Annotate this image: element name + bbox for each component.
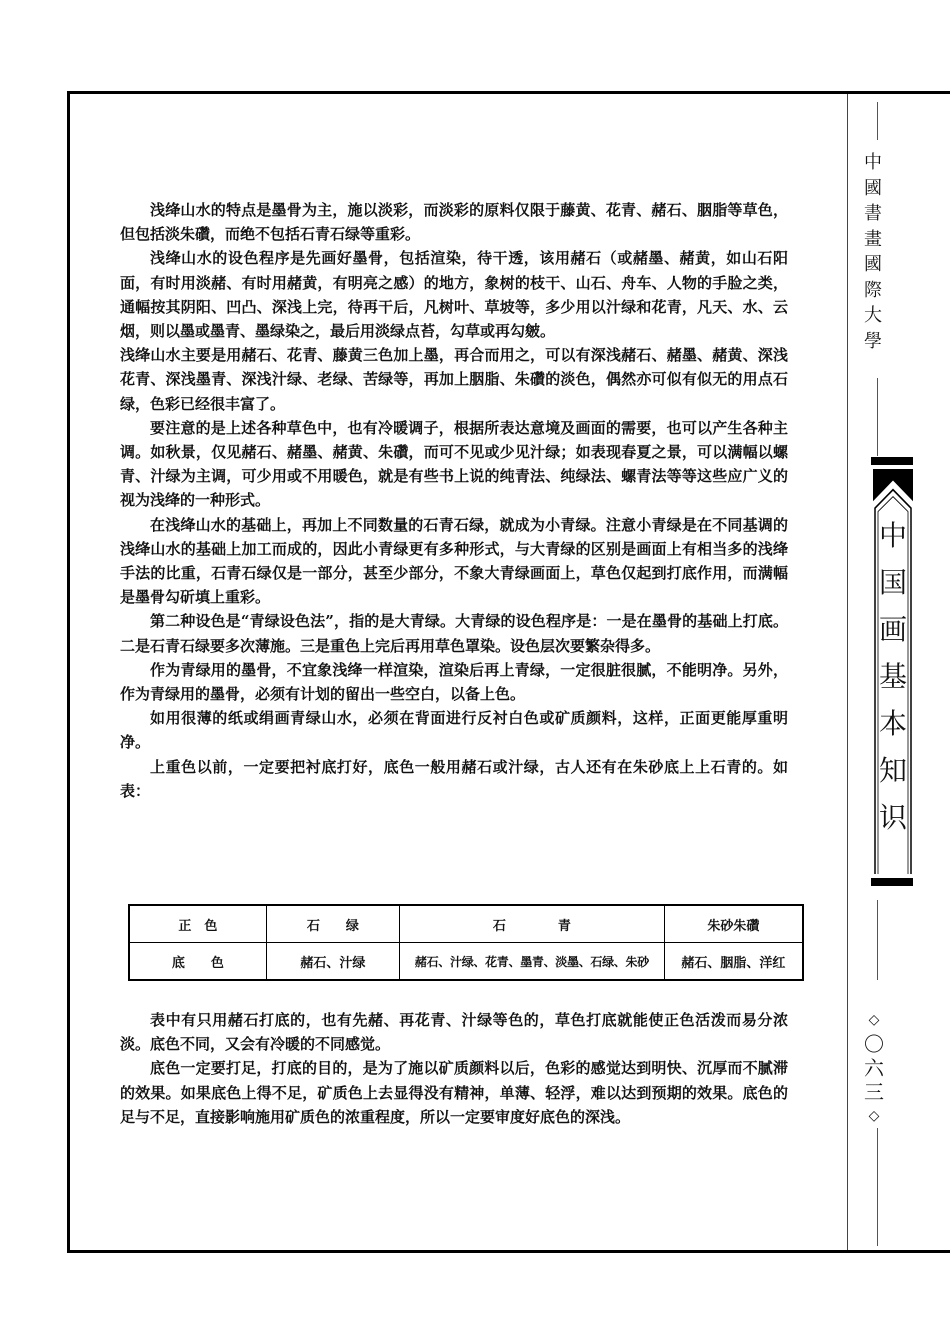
series-char: 大 <box>864 305 882 326</box>
diamond-icon: ◇ <box>868 1012 880 1028</box>
title-char: 知 <box>878 754 907 787</box>
sidebar-line <box>877 1128 878 1246</box>
color-table <box>128 904 804 981</box>
paragraph: 浅绛山水的特点是墨骨为主，施以淡彩，而淡彩的原料仅限于藤黄、花青、赭石、胭脂等草色，但包括淡朱礸，而绝不包括石青石绿等重彩。 <box>120 201 788 244</box>
title-bar-bottom <box>871 878 913 886</box>
diamond-icon: ◇ <box>868 1108 880 1124</box>
series-char: 畫 <box>864 228 882 250</box>
main-text <box>120 198 788 803</box>
title-char: 画 <box>878 613 907 646</box>
paragraph: 表中有只用赭石打底的，也有先赭、再花青、汁绿等色的，草色打底就能使正色活泼而易分浓淡。底色不同，又会有冷暖的不同感觉。 <box>120 1011 788 1054</box>
series-char: 書 <box>864 203 882 224</box>
series-title <box>856 150 890 354</box>
table-cell: 正 色 <box>129 905 266 943</box>
after-table-text <box>120 1008 788 1129</box>
table-cell: 赭石、胭脂、洋红 <box>664 943 803 981</box>
title-char: 识 <box>878 801 907 834</box>
paragraph: 在浅绛山水的基础上，再加上不同数量的石青石绿，就成为小青绿。注意小青绿是在不同基调的浅绛山水的基础上加工而成的，因此小青绿更有多种形式，与大青绿的区别是画面上有相当多的浅绛手法的比重，石青石绿仅是一部分，甚至少部分，不象大青绿画面上，草色仅起到打底作用，而满幅是墨骨勾斫填上重彩。 <box>120 515 788 607</box>
series-char: 國 <box>864 177 882 199</box>
sidebar-divider <box>847 94 848 1250</box>
title-char: 国 <box>878 566 907 599</box>
sidebar-line <box>877 900 878 980</box>
title-char: 中 <box>878 519 907 552</box>
paragraph: 上重色以前，一定要把衬底打好，底色一般用赭石或汁绿，古人还有在朱砂底上上石青的。如表： <box>120 757 788 800</box>
series-char: 中 <box>864 152 882 173</box>
table-cell: 赭石、汁绿 <box>266 943 399 981</box>
title-bar-top <box>871 457 913 465</box>
title-char: 本 <box>878 707 907 740</box>
sidebar-line <box>877 378 878 456</box>
series-char: 國 <box>864 254 882 275</box>
table-cell: 石 青 <box>400 905 665 943</box>
book-title <box>873 512 913 841</box>
table-cell: 石 绿 <box>266 905 399 943</box>
series-char: 學 <box>864 330 882 352</box>
paragraph: 如用很薄的纸或绢画青绿山水，必须在背面进行反衬白色或矿质颜料，这样，正面更能厚重明净。 <box>120 709 788 752</box>
page-digit: 〇 <box>864 1032 884 1056</box>
table-cell: 朱砂朱礸 <box>664 905 803 943</box>
page-digit: 六 <box>864 1056 884 1080</box>
paragraph: 要注意的是上述各种草色中，也有冷暖调子，根据所表达意境及画面的需要，也可以产生各种主调。如秋景，仅见赭石、赭墨、赭黄、朱礸，而可不见或少见汁绿；如表现春夏之景，可以满幅以螺青、汁绿为主调，可少用或不用暖色，就是有些书上说的纯青法、纯绿法、螺青法等等这些应广义的视为浅绛的一种形式。 <box>120 418 788 510</box>
paragraph: 浅绛山水主要是用赭石、花青、藤黄三色加上墨，再合而用之，可以有深浅赭石、赭墨、赭黄、深浅花青、深浅墨青、深浅汁绿、老绿、苦绿等，再加上胭脂、朱礸的淡色，偶然亦可似有似无的用点石绿，色彩已经很丰富了。 <box>120 346 788 413</box>
table-cell: 底 色 <box>129 943 266 981</box>
table-row <box>129 943 803 981</box>
paragraph: 浅绛山水的设色程序是先画好墨骨，包括渲染，待干透，该用赭石（或赭墨、赭黄，如山石阳面，有时用淡赭、有时用赭黄，有明亮之感）的地方，象树的枝干、山石、舟车、人物的手脸之类，通幅按其阴阳、凹凸、深浅上完，待再干后，凡树叶、草坡等，多少用以汁绿和花青，凡天、水、云烟，则以墨或墨青、墨绿染之，最后用淡绿点苔，勾草或再勾皴。 <box>120 249 788 341</box>
series-char: 際 <box>864 279 882 301</box>
paragraph: 第二种设色是“青绿设色法”，指的是大青绿。大青绿的设色程序是：一是在墨骨的基础上打底。二是石青石绿要多次薄施。三是重色上完后再用草色罩染。设色层次要繁杂得多。 <box>120 612 788 655</box>
table-row <box>129 905 803 943</box>
table-cell: 赭石、汁绿、花青、墨青、淡墨、石绿、朱砂 <box>400 943 665 981</box>
sidebar-line <box>877 102 878 140</box>
page-digit: 三 <box>864 1080 884 1104</box>
page-number <box>860 1008 888 1128</box>
title-char: 基 <box>878 660 907 693</box>
paragraph: 作为青绿用的墨骨，不宜象浅绛一样渲染，渲染后再上青绿，一定很脏很腻，不能明净。另外，作为青绿用的墨骨，必须有计划的留出一些空白，以备上色。 <box>120 660 788 704</box>
paragraph: 底色一定要打足，打底的目的，是为了施以矿质颜料以后，色彩的感觉达到明快、沉厚而不腻滞的效果。如果底色上得不足，矿质色上去显得没有精神，单薄、轻浮，难以达到预期的效果。底色的足与不足，直接影响施用矿质色的浓重程度，所以一定要审度好底色的深浅。 <box>120 1059 788 1126</box>
